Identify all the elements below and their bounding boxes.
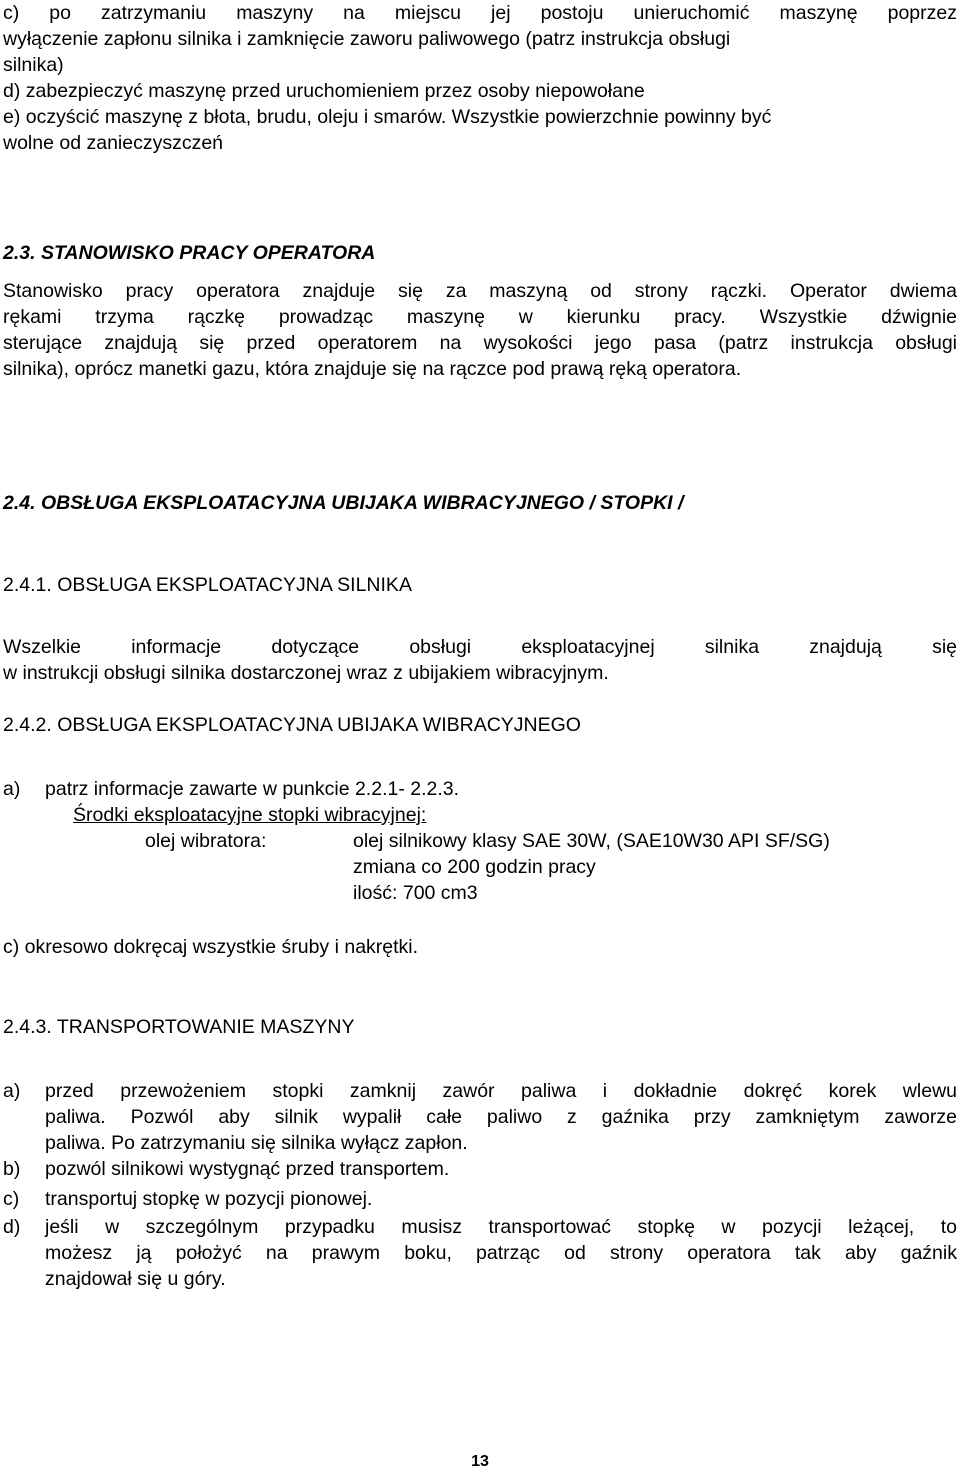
section-2-4-3-heading: 2.4.3. TRANSPORTOWANIE MASZYNY bbox=[3, 1016, 355, 1038]
section-2-3-heading: 2.3. STANOWISKO PRACY OPERATORA bbox=[3, 242, 376, 264]
section-2-4-1-heading: 2.4.1. OBSŁUGA EKSPLOATACYJNA SILNIKA bbox=[3, 574, 412, 596]
section-2-3-paragraph-line4: silnika), oprócz manetki gazu, która znajduje się na rączce pod prawą ręką operatora. bbox=[3, 358, 742, 380]
section-2-3-paragraph-line2: rękami trzyma rączkę prowadząc maszynę w kierunku pracy. Wszystkie dźwignie bbox=[3, 306, 957, 328]
section-2-3-paragraph-line3: sterujące znajdują się przed operatorem na wysokości jego pasa (patrz instrukcja obsługi bbox=[3, 332, 957, 354]
transport-item-b-label: b) bbox=[3, 1158, 21, 1180]
intro-item-c-line2: wyłączenie zapłonu silnika i zamknięcie zaworu paliwowego (patrz instrukcja obsługi bbox=[3, 28, 731, 50]
transport-item-d-label: d) bbox=[3, 1216, 21, 1238]
page-number: 13 bbox=[471, 1453, 489, 1470]
section-2-4-1-paragraph-line2: w instrukcji obsługi silnika dostarczonej wraz z ubijakiem wibracyjnym. bbox=[3, 662, 609, 684]
transport-item-a-line3: paliwa. Po zatrzymaniu się silnika wyłącz zapłon. bbox=[45, 1132, 468, 1154]
section-2-4-1-paragraph-line1: Wszelkie informacje dotyczące obsługi eksploatacyjnej silnika znajdują się bbox=[3, 636, 957, 658]
transport-item-d-line1: jeśli w szczególnym przypadku musisz transportować stopkę w pozycji leżącej, to bbox=[45, 1216, 957, 1238]
transport-item-a-line1: przed przewożeniem stopki zamknij zawór paliwa i dokładnie dokręć korek wlewu bbox=[45, 1080, 957, 1102]
transport-item-d-line3: znajdował się u góry. bbox=[45, 1268, 226, 1290]
transport-item-c-label: c) bbox=[3, 1188, 20, 1210]
vibrator-oil-change-interval: zmiana co 200 godzin pracy bbox=[353, 856, 596, 878]
section-2-4-2-heading: 2.4.2. OBSŁUGA EKSPLOATACYJNA UBIJAKA WIBRACYJNEGO bbox=[3, 714, 581, 736]
intro-item-d: d) zabezpieczyć maszynę przed uruchomieniem przez osoby niepowołane bbox=[3, 80, 645, 102]
transport-item-d-line2: możesz ją położyć na prawym boku, patrząc od strony operatora tak aby gaźnik bbox=[45, 1242, 957, 1264]
transport-item-a-label: a) bbox=[3, 1080, 21, 1102]
section-2-4-heading: 2.4. OBSŁUGA EKSPLOATACYJNA UBIJAKA WIBRACYJNEGO / STOPKI / bbox=[3, 492, 684, 514]
intro-item-e-line2: wolne od zanieczyszczeń bbox=[3, 132, 224, 154]
operating-fluids-title: Środki eksploatacyjne stopki wibracyjnej: bbox=[73, 804, 427, 826]
section-2-3-paragraph-line1: Stanowisko pracy operatora znajduje się za maszyną od strony rączki. Operator dwiema bbox=[3, 280, 957, 302]
intro-item-e-line1: e) oczyścić maszynę z błota, brudu, oleju i smarów. Wszystkie powierzchnie powinny być bbox=[3, 106, 772, 128]
transport-item-c-text: transportuj stopkę w pozycji pionowej. bbox=[45, 1188, 373, 1210]
vibrator-oil-spec: olej silnikowy klasy SAE 30W, (SAE10W30 API SF/SG) bbox=[353, 830, 830, 852]
intro-item-c-line3: silnika) bbox=[3, 54, 64, 76]
section-2-4-2-item-a-text: patrz informacje zawarte w punkcie 2.2.1- 2.2.3. bbox=[45, 778, 460, 800]
vibrator-oil-label: olej wibratora: bbox=[145, 830, 267, 852]
intro-item-c-line1: c) po zatrzymaniu maszyny na miejscu jej postoju unieruchomić maszynę poprzez bbox=[3, 2, 957, 24]
transport-item-a-line2: paliwa. Pozwól aby silnik wypalił całe paliwo z gaźnika przy zamkniętym zaworze bbox=[45, 1106, 957, 1128]
vibrator-oil-quantity: ilość: 700 cm3 bbox=[353, 882, 478, 904]
section-2-4-2-item-c: c) okresowo dokręcaj wszystkie śruby i nakrętki. bbox=[3, 936, 419, 958]
transport-item-b-text: pozwól silnikowi wystygnąć przed transportem. bbox=[45, 1158, 450, 1180]
section-2-4-2-item-a-label: a) bbox=[3, 778, 21, 800]
